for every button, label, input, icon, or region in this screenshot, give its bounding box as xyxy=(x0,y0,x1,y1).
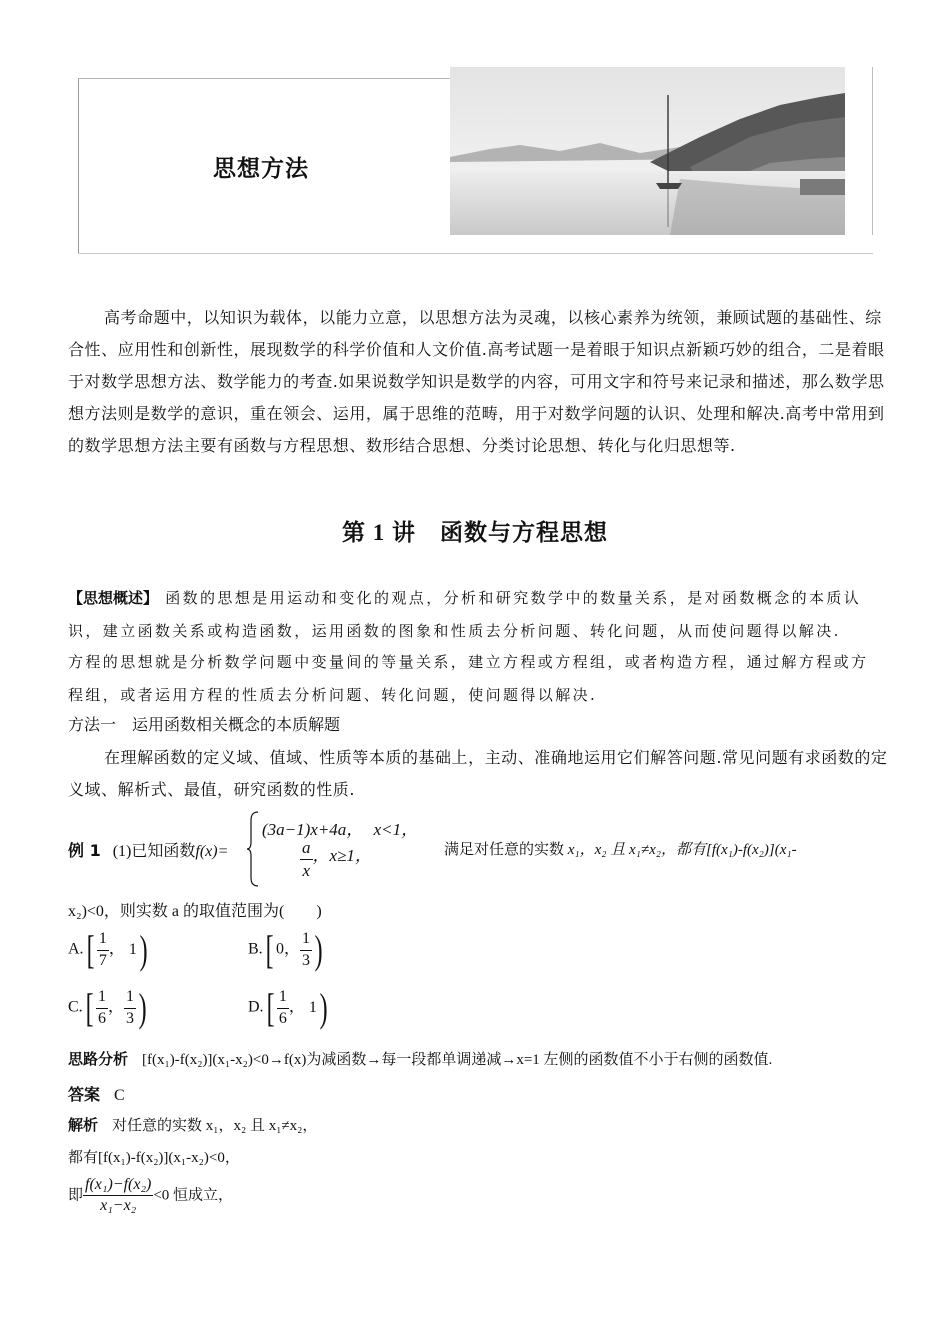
condition-text: 满足对任意的实数 xyxy=(444,842,565,858)
method-text: 在理解函数的定义域、值域、性质等本质的基础上，主动、准确地运用它们解答问题.常见问题有求函数的定义域、解析式、最值，研究函数的性质. xyxy=(68,748,888,799)
solution-label: 解析 xyxy=(68,1116,99,1134)
example-condition xyxy=(444,838,797,859)
method-title: 方法一 运用函数相关概念的本质解题 xyxy=(68,715,341,734)
interval-bracket: [ xyxy=(86,927,95,972)
case2-den: x xyxy=(302,860,311,880)
option-label: A. xyxy=(68,940,84,958)
overview-block-2 xyxy=(68,646,883,712)
case1-condition: x<1， xyxy=(373,820,419,839)
example-intro: (1)已知函数 xyxy=(112,843,196,860)
method-description xyxy=(68,742,888,806)
answer-label: 答案 xyxy=(68,1085,101,1104)
interval-end: 1 xyxy=(128,940,137,958)
option-label: B. xyxy=(248,940,263,958)
interval-bracket: ) xyxy=(138,985,147,1030)
overview-label: 【思想概述】 xyxy=(68,589,159,607)
piecewise-case-1 xyxy=(262,815,418,840)
frac-den: 7 xyxy=(98,951,107,969)
interval-bracket: [ xyxy=(85,985,94,1030)
solution-suffix: <0 恒成立， xyxy=(153,1187,234,1204)
condition-vars: x₁，x₂ 且 x₁≠x₂，都有[f(x₁)-f(x₂)](x₁- xyxy=(567,842,797,858)
option-label: C. xyxy=(68,998,83,1016)
option-c: C.[ $\frac{1}{6}$ ， $\frac{1}{3}$ ) xyxy=(68,985,147,1030)
case2-num: a xyxy=(300,838,313,860)
analysis-label: 思路分析 xyxy=(68,1050,129,1068)
frac-num: 1 xyxy=(96,988,108,1008)
frac-num: 1 xyxy=(124,988,136,1008)
option-b: B.[ 0， $\frac{1}{3}$ ) xyxy=(248,927,323,972)
piecewise-brace xyxy=(246,810,260,892)
intro-text: 高考命题中，以知识为载体，以能力立意，以思想方法为灵魂，以核心素养为统领，兼顾试题的基础性、综合性、应用性和创新性，展现数学的科学价值和人文价值.高考试题一是着眼于知识点新颖巧妙的组合，二是着眼于对数学思想方法、数学能力的考查.如果说数学知识是数学的内容，可用文字和符号来记录和描述，那么数学思想方法则是数学的意识，重在领会、运用，属于思维的范畴，用于对数学问题的认识、处理和解决.高考中常用到的数学思想方法主要有函数与方程思想、数形结合思想、分类讨论思想、转化与化归思想等. xyxy=(68,308,885,455)
frac-den: x₁−x₂ xyxy=(100,1197,137,1215)
option-d: D.[ $\frac{1}{6}$ ， 1) xyxy=(248,985,328,1030)
interval-end: 1 xyxy=(308,998,317,1016)
frac-den: 3 xyxy=(126,1009,135,1027)
overview-block xyxy=(68,582,883,648)
overview-text-1: 函数的思想是用运动和变化的观点，分析和研究数学中的数量关系，是对函数概念的本质认识，建立函数关系或构造函数，运用函数的图象和性质去分析问题、转化问题，从而使问题得以解决. xyxy=(68,589,862,640)
function-name: f(x)= xyxy=(195,843,229,860)
interval-bracket: [ xyxy=(266,985,275,1030)
analysis-text: [f(x₁)-f(x₂)](x₁-x₂)<0→f(x)为减函数→每一段都单调递减→x=1 左侧的函数值不小于右侧的函数值. xyxy=(142,1052,773,1068)
intro-paragraph xyxy=(68,302,898,462)
frac-num: 1 xyxy=(97,930,109,950)
frac-num: f(x₁)−f(x₂) xyxy=(83,1176,153,1196)
lecture-title: 第 1 讲 函数与方程思想 xyxy=(342,520,608,545)
interval-bracket: ) xyxy=(139,927,148,972)
answer-value: C xyxy=(114,1087,125,1104)
solution-text-1: 对任意的实数 x₁，x₂ 且 x₁≠x₂， xyxy=(112,1118,318,1134)
analysis-block xyxy=(68,1048,898,1069)
banner-divider xyxy=(78,253,873,254)
option-a: A.[ $\frac{1}{7}$ ， 1) xyxy=(68,927,148,972)
banner-divider xyxy=(872,67,873,235)
interval-bracket: [ xyxy=(265,927,274,972)
case1-expr: (3a−1)x+4a， xyxy=(262,820,364,839)
example-number: 例 1 xyxy=(68,841,101,860)
overview-text-2: 方程的思想就是分析数学问题中变量间的等量关系，建立方程或方程组，或者构造方程，通过解方程或方程组，或者运用方程的性质去分析问题、转化问题，使问题得以解决. xyxy=(68,653,869,704)
lake-photo xyxy=(450,67,845,235)
example-label xyxy=(68,838,228,861)
frac-den: 3 xyxy=(302,951,311,969)
answer-block xyxy=(68,1082,125,1105)
solution-prefix: 即 xyxy=(68,1187,84,1204)
frac-den: 6 xyxy=(278,1009,287,1027)
solution-line-1 xyxy=(68,1114,317,1135)
option-label: D. xyxy=(248,998,264,1016)
interval-bracket: ) xyxy=(314,927,323,972)
example-line-2: x₂)<0，则实数 a 的取值范围为( ) xyxy=(68,903,322,920)
solution-line-3 xyxy=(68,1176,233,1216)
frac-den: 6 xyxy=(98,1009,106,1027)
frac-num: 1 xyxy=(277,988,289,1008)
frac-num: 1 xyxy=(300,930,312,950)
piecewise-case-2 xyxy=(300,838,372,880)
banner-title: 思想方法 xyxy=(213,156,309,182)
case2-condition: ，x≥1， xyxy=(312,845,372,865)
interval-start: 0 xyxy=(276,940,284,958)
solution-line-2: 都有[f(x₁)-f(x₂)](x₁-x₂)<0， xyxy=(68,1150,240,1166)
interval-bracket: ) xyxy=(319,985,328,1030)
